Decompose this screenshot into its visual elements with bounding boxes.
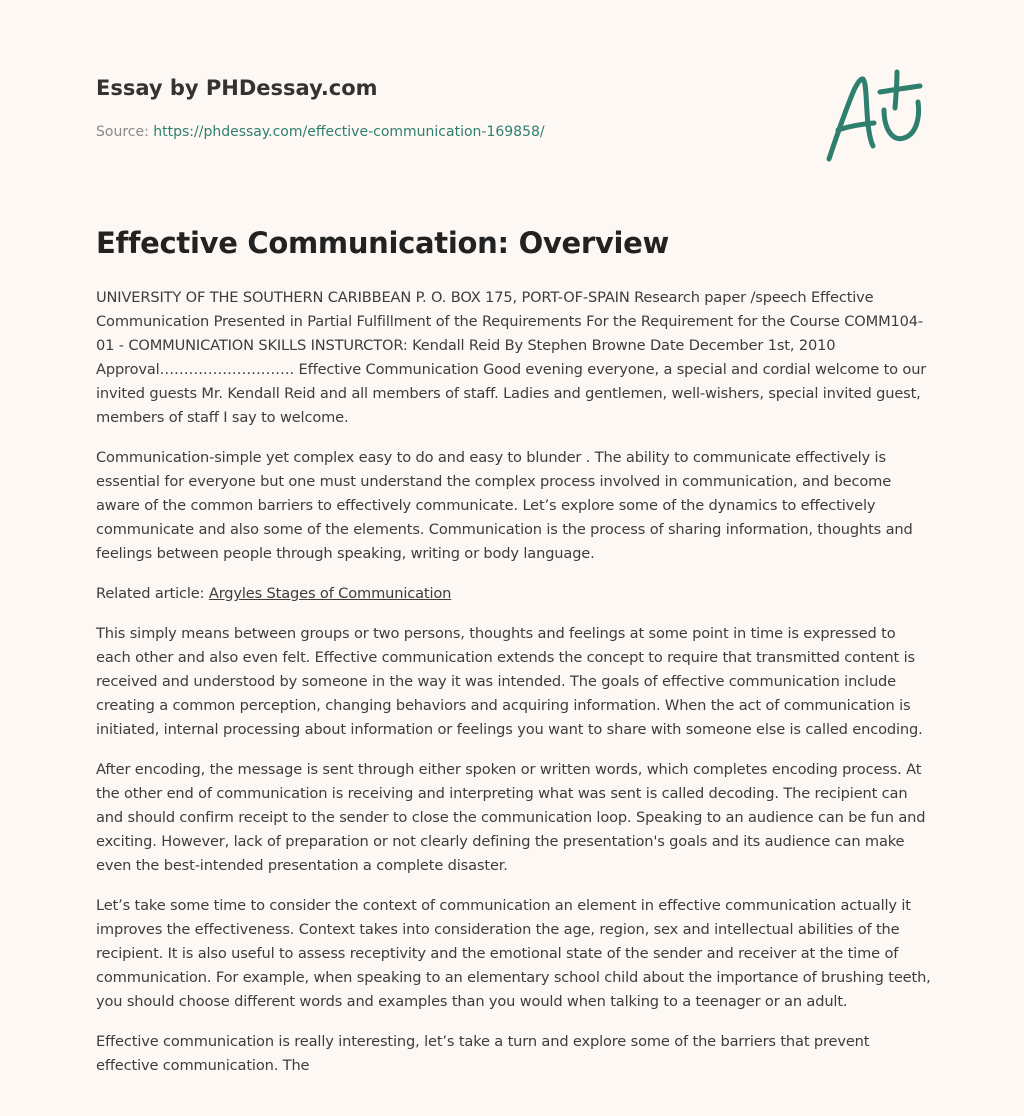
source-label: Source: — [96, 124, 149, 140]
essay-title: Effective Communication: Overview — [96, 226, 670, 260]
essay-paragraph: UNIVERSITY OF THE SOUTHERN CARIBBEAN P. O. BOX 175, PORT-OF-SPAIN Research paper /speech Effective Communication Presented in Partial Fulfillment of the Requirements For the Requirement for the Course COMM104-01 - COMMUNICATION SKILLS INSTURCTOR: Kendall Reid By Stephen Browne Date December 1st, 2010 Approval………………………. Effective Communication Good evening everyone, a special and cordial welcome to our invited guests Mr. Kendall Reid and all members of staff. Ladies and gentlemen, well-wishers, special invited guest, members of staff I say to welcome. — [96, 289, 927, 426]
a-plus-logo-icon — [822, 66, 928, 166]
source-link[interactable]: https://phdessay.com/effective-communication-169858/ — [153, 124, 545, 140]
essay-paragraph: Let’s take some time to consider the context of communication an element in effective communication actually it improves the effectiveness. Context takes into consideration the age, region, sex and intellectual abilities of the recipient. It is also useful to assess receptivity and the emotional state of the sender and receiver at the time of communication. For example, when speaking to an elementary school child about the importance of brushing teeth, you should choose different words and examples than you would when talking to a teenager or an adult. — [96, 897, 931, 1010]
essay-paragraph: After encoding, the message is sent through either spoken or written words, which completes encoding process. At the other end of communication is receiving and interpreting what was sent is called decoding. The recipient can and should confirm receipt to the sender to close the communication loop. Speaking to an audience can be fun and exciting. However, lack of preparation or not clearly defining the presentation's goals and its audience can make even the best-intended presentation a complete disaster. — [96, 761, 926, 874]
related-article-link[interactable]: Argyles Stages of Communication — [208, 585, 452, 602]
source-line — [96, 124, 545, 140]
related-article — [96, 582, 931, 606]
essay-paragraph: This simply means between groups or two persons, thoughts and feelings at some point in time is expressed to each other and also even felt. Effective communication extends the concept to require that transmitted content is received and understood by someone in the way it was intended. The goals of effective communication include creating a common perception, changing behaviors and acquiring information. When the act of communication is initiated, internal processing about information or feelings you want to share with someone else is called encoding. — [96, 625, 923, 738]
essay-paragraph: Effective communication is really interesting, let’s take a turn and explore some of the barriers that prevent effective communication. The — [96, 1033, 870, 1074]
site-title: Essay by PHDessay.com — [96, 76, 378, 100]
essay-body — [96, 286, 931, 1094]
essay-paragraph: Communication-simple yet complex easy to do and easy to blunder . The ability to communicate effectively is essential for everyone but one must understand the complex process involved in communication, and become aware of the common barriers to effectively communicate. Let’s explore some of the dynamics to effectively communicate and also some of the elements. Communication is the process of sharing information, thoughts and feelings between people through speaking, writing or body language. — [96, 449, 913, 562]
related-article-label: Related article: — [96, 585, 205, 602]
